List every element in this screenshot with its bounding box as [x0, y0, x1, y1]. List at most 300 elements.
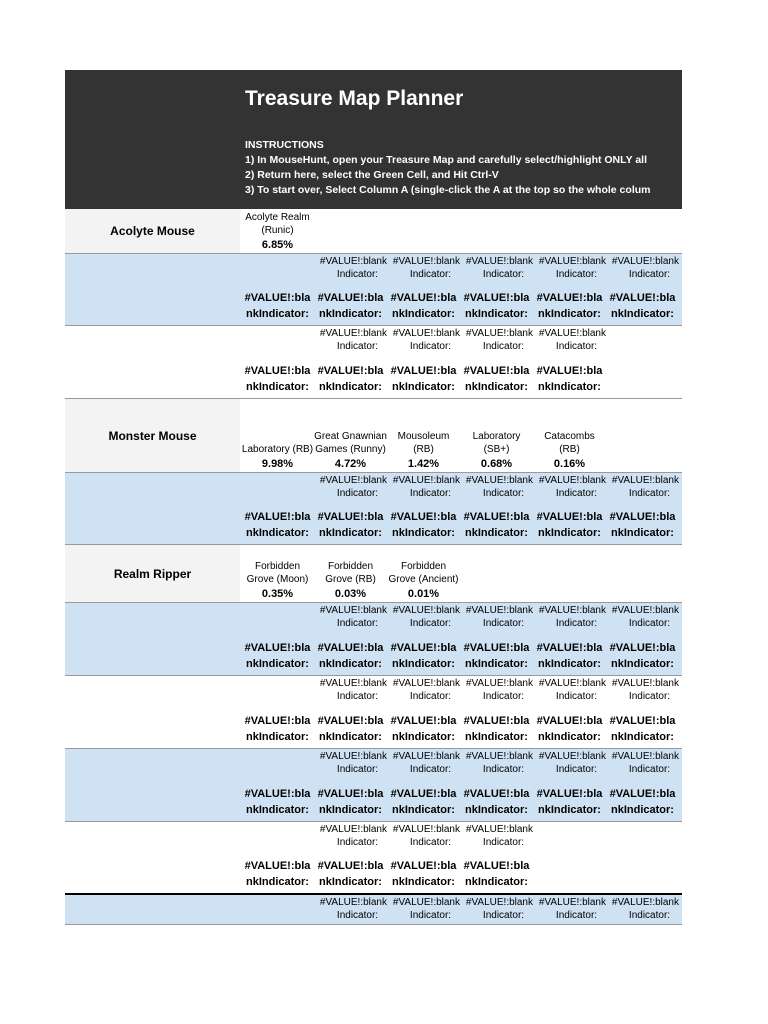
error-cell[interactable]	[314, 254, 387, 325]
error-text: Indicator:	[336, 488, 379, 499]
error-text: #VALUE!:blank	[465, 256, 533, 267]
error-text-top	[387, 823, 460, 849]
error-text: #VALUE!:bla	[244, 292, 311, 304]
error-text: #VALUE!:blank	[319, 824, 387, 835]
error-text: nkIndicator:	[611, 658, 674, 670]
error-text: Indicator:	[336, 341, 379, 352]
error-text-bottom	[606, 786, 679, 818]
error-cell[interactable]	[241, 749, 314, 821]
location-cell[interactable]	[241, 399, 314, 472]
error-text: Indicator:	[482, 488, 525, 499]
error-text: #VALUE!:blank	[392, 678, 460, 689]
error-text: #VALUE!:blank	[465, 475, 533, 486]
error-text-bottom	[241, 640, 314, 672]
error-text-bottom	[314, 363, 387, 395]
error-text-bottom	[460, 713, 533, 745]
error-text: #VALUE!:bla	[390, 715, 457, 727]
error-cell[interactable]	[533, 895, 606, 924]
mouse-row	[65, 209, 682, 254]
error-text: #VALUE!:bla	[244, 715, 311, 727]
error-text: Indicator:	[409, 764, 452, 775]
error-text: #VALUE!:blank	[538, 751, 606, 762]
error-text-top	[387, 677, 460, 703]
error-text-top	[533, 474, 606, 500]
error-cell[interactable]	[314, 326, 387, 398]
error-text: nkIndicator:	[465, 658, 528, 670]
error-cell[interactable]	[241, 822, 314, 893]
error-text-bottom	[241, 363, 314, 395]
error-cell[interactable]	[314, 473, 387, 544]
instructions	[245, 138, 650, 198]
sheet-rows	[65, 209, 682, 925]
error-text-top	[387, 896, 460, 922]
error-text-top	[460, 255, 533, 281]
instructions-heading: INSTRUCTIONS	[245, 139, 324, 151]
error-text: nkIndicator:	[611, 527, 674, 539]
error-text-top	[606, 255, 679, 281]
error-text-bottom	[533, 509, 606, 541]
error-text: nkIndicator:	[246, 804, 309, 816]
error-text: nkIndicator:	[392, 658, 455, 670]
spreadsheet	[65, 70, 682, 925]
error-text: Indicator:	[555, 618, 598, 629]
error-text-bottom	[387, 290, 460, 322]
error-text: nkIndicator:	[319, 804, 382, 816]
error-text: #VALUE!:bla	[536, 715, 603, 727]
error-cell[interactable]	[241, 676, 314, 748]
error-row	[65, 676, 682, 749]
error-text: nkIndicator:	[392, 308, 455, 320]
error-text: #VALUE!:blank	[465, 328, 533, 339]
error-text: #VALUE!:bla	[609, 511, 676, 523]
error-text-bottom	[387, 786, 460, 818]
error-text: #VALUE!:bla	[390, 292, 457, 304]
location-name: Acolyte Realm (Runic)	[245, 212, 310, 236]
location-list	[241, 209, 314, 253]
error-cell[interactable]	[241, 603, 314, 675]
error-text: #VALUE!:blank	[319, 751, 387, 762]
error-cell[interactable]	[241, 895, 314, 924]
error-text: nkIndicator:	[538, 381, 601, 393]
error-text-bottom	[460, 786, 533, 818]
error-text: #VALUE!:bla	[463, 365, 530, 377]
error-text-top	[606, 604, 679, 630]
error-cell[interactable]	[460, 895, 533, 924]
error-text: #VALUE!:bla	[244, 860, 311, 872]
mouse-name[interactable]: Acolyte Mouse	[65, 209, 240, 253]
error-text: nkIndicator:	[465, 527, 528, 539]
error-cell[interactable]	[606, 603, 679, 675]
error-cell[interactable]	[387, 473, 460, 544]
error-cells	[241, 895, 679, 924]
error-text: #VALUE!:bla	[463, 292, 530, 304]
error-cell[interactable]	[241, 326, 314, 398]
error-text-bottom	[387, 858, 460, 890]
error-text: #VALUE!:blank	[538, 605, 606, 616]
error-text-top	[387, 327, 460, 353]
error-text: nkIndicator:	[246, 381, 309, 393]
error-text: #VALUE!:blank	[392, 475, 460, 486]
error-text-bottom	[533, 640, 606, 672]
error-text-bottom	[314, 640, 387, 672]
error-text-bottom	[314, 858, 387, 890]
mouse-row	[65, 545, 682, 603]
error-cell[interactable]	[460, 822, 533, 893]
error-text: #VALUE!:blank	[392, 605, 460, 616]
error-text: #VALUE!:bla	[317, 788, 384, 800]
error-cell[interactable]	[314, 676, 387, 748]
error-text: #VALUE!:bla	[390, 511, 457, 523]
error-cell[interactable]	[533, 749, 606, 821]
error-cells	[241, 676, 679, 748]
error-text: #VALUE!:blank	[319, 256, 387, 267]
error-text: Indicator:	[336, 269, 379, 280]
error-text: Indicator:	[409, 269, 452, 280]
error-text: nkIndicator:	[392, 731, 455, 743]
error-text-bottom	[460, 858, 533, 890]
error-text: Indicator:	[409, 691, 452, 702]
error-cell[interactable]	[314, 749, 387, 821]
error-cell[interactable]	[533, 603, 606, 675]
error-text: #VALUE!:blank	[465, 824, 533, 835]
error-cell[interactable]	[314, 895, 387, 924]
error-cells	[241, 749, 679, 821]
error-cell[interactable]	[387, 749, 460, 821]
error-text-bottom	[314, 290, 387, 322]
error-text: #VALUE!:bla	[463, 715, 530, 727]
error-cell[interactable]	[533, 326, 606, 398]
error-text: Indicator:	[628, 910, 671, 921]
location-percent: 0.03%	[334, 588, 367, 600]
error-text: nkIndicator:	[319, 308, 382, 320]
error-text: Indicator:	[336, 764, 379, 775]
error-text-top	[314, 255, 387, 281]
error-text-bottom	[241, 509, 314, 541]
error-text: #VALUE!:blank	[538, 897, 606, 908]
error-text: Indicator:	[555, 764, 598, 775]
error-text: #VALUE!:bla	[609, 715, 676, 727]
error-cell[interactable]	[314, 603, 387, 675]
location-list	[241, 399, 606, 472]
error-text-bottom	[241, 713, 314, 745]
error-text: #VALUE!:blank	[465, 605, 533, 616]
error-text: nkIndicator:	[246, 527, 309, 539]
error-text-top	[606, 474, 679, 500]
error-text-top	[533, 677, 606, 703]
error-text: #VALUE!:bla	[609, 642, 676, 654]
error-text: #VALUE!:bla	[536, 642, 603, 654]
error-text-top	[533, 750, 606, 776]
error-text: Indicator:	[555, 488, 598, 499]
error-text: #VALUE!:blank	[538, 475, 606, 486]
error-cells	[241, 254, 679, 325]
location-cell[interactable]	[314, 399, 387, 472]
error-text: nkIndicator:	[246, 731, 309, 743]
error-text-top	[314, 750, 387, 776]
error-text: #VALUE!:bla	[390, 365, 457, 377]
error-text: #VALUE!:bla	[317, 511, 384, 523]
error-text: #VALUE!:bla	[244, 788, 311, 800]
error-cell[interactable]	[533, 676, 606, 748]
error-text-top	[606, 896, 679, 922]
error-text: Indicator:	[336, 618, 379, 629]
error-text: Indicator:	[555, 910, 598, 921]
error-row	[65, 603, 682, 676]
error-text: #VALUE!:blank	[319, 897, 387, 908]
error-text-bottom	[387, 640, 460, 672]
error-text-bottom	[533, 363, 606, 395]
location-cell[interactable]	[460, 399, 533, 472]
error-text: Indicator:	[409, 341, 452, 352]
mouse-name[interactable]: Monster Mouse	[65, 399, 240, 472]
error-text: #VALUE!:blank	[538, 678, 606, 689]
error-cell[interactable]	[460, 676, 533, 748]
error-cells	[241, 326, 606, 398]
error-text: nkIndicator:	[465, 804, 528, 816]
error-text: #VALUE!:bla	[609, 788, 676, 800]
error-row	[65, 254, 682, 326]
error-text: #VALUE!:bla	[463, 642, 530, 654]
error-cell[interactable]	[460, 254, 533, 325]
error-text: nkIndicator:	[538, 658, 601, 670]
error-text: nkIndicator:	[538, 731, 601, 743]
error-text: #VALUE!:blank	[392, 824, 460, 835]
error-cell[interactable]	[387, 676, 460, 748]
error-text: #VALUE!:bla	[244, 365, 311, 377]
error-text: #VALUE!:blank	[538, 256, 606, 267]
error-text-bottom	[314, 713, 387, 745]
error-text-bottom	[533, 290, 606, 322]
error-text: Indicator:	[482, 341, 525, 352]
instruction-line: 2) Return here, select the Green Cell, and Hit Ctrl-V	[245, 169, 499, 181]
error-cell[interactable]	[460, 473, 533, 544]
error-cell[interactable]	[387, 895, 460, 924]
header-banner	[65, 70, 682, 209]
error-text: nkIndicator:	[392, 527, 455, 539]
error-text-bottom	[533, 786, 606, 818]
mouse-row	[65, 399, 682, 473]
error-cells	[241, 822, 533, 893]
instruction-line: 1) In MouseHunt, open your Treasure Map and carefully select/highlight ONLY all	[245, 154, 647, 166]
error-text: #VALUE!:blank	[611, 751, 679, 762]
error-text: Indicator:	[482, 691, 525, 702]
error-cell[interactable]	[533, 254, 606, 325]
error-text: #VALUE!:bla	[244, 642, 311, 654]
error-text-top	[460, 327, 533, 353]
location-percent: 4.72%	[334, 458, 367, 470]
error-text-top	[460, 750, 533, 776]
error-text-bottom	[606, 640, 679, 672]
location-percent: 9.98%	[261, 458, 294, 470]
error-cells	[241, 603, 679, 675]
error-text: Indicator:	[409, 488, 452, 499]
error-text-top	[387, 750, 460, 776]
error-cell[interactable]	[460, 326, 533, 398]
error-text: Indicator:	[409, 618, 452, 629]
error-text-bottom	[387, 363, 460, 395]
error-text-top	[533, 604, 606, 630]
error-text: Indicator:	[482, 618, 525, 629]
error-text: nkIndicator:	[246, 876, 309, 888]
error-cell[interactable]	[606, 676, 679, 748]
error-text: #VALUE!:blank	[465, 751, 533, 762]
error-text: #VALUE!:blank	[611, 678, 679, 689]
error-text: Indicator:	[336, 691, 379, 702]
error-text-top	[533, 327, 606, 353]
error-text: Indicator:	[628, 764, 671, 775]
error-text: Indicator:	[628, 269, 671, 280]
error-cell[interactable]	[241, 473, 314, 544]
error-text: nkIndicator:	[319, 527, 382, 539]
error-text: Indicator:	[628, 618, 671, 629]
error-text-top	[460, 896, 533, 922]
error-text: #VALUE!:bla	[317, 642, 384, 654]
error-text-bottom	[606, 290, 679, 322]
error-text: nkIndicator:	[392, 381, 455, 393]
error-text-bottom	[314, 786, 387, 818]
error-text: #VALUE!:bla	[609, 292, 676, 304]
error-text: nkIndicator:	[611, 804, 674, 816]
location-cell[interactable]	[387, 399, 460, 472]
location-name: Catacombs (RB)	[544, 431, 595, 455]
location-name: Mousoleum (RB)	[397, 431, 450, 455]
error-text: #VALUE!:bla	[463, 788, 530, 800]
error-cell[interactable]	[241, 254, 314, 325]
error-row	[65, 473, 682, 545]
error-text: #VALUE!:blank	[392, 328, 460, 339]
location-cell[interactable]	[241, 545, 314, 602]
error-text: #VALUE!:blank	[319, 475, 387, 486]
error-text: Indicator:	[409, 837, 452, 848]
error-text-top	[314, 327, 387, 353]
error-text: #VALUE!:blank	[319, 328, 387, 339]
error-text-top	[387, 255, 460, 281]
error-text: #VALUE!:blank	[611, 256, 679, 267]
error-text: #VALUE!:bla	[317, 860, 384, 872]
error-text: #VALUE!:blank	[538, 328, 606, 339]
error-text: Indicator:	[482, 837, 525, 848]
error-text-bottom	[387, 713, 460, 745]
error-text-top	[314, 823, 387, 849]
error-text: nkIndicator:	[246, 658, 309, 670]
error-text-top	[460, 604, 533, 630]
error-text-bottom	[606, 713, 679, 745]
location-cell[interactable]	[533, 399, 606, 472]
error-text: #VALUE!:blank	[392, 897, 460, 908]
error-text: nkIndicator:	[319, 381, 382, 393]
location-percent: 0.68%	[480, 458, 513, 470]
error-text-bottom	[241, 290, 314, 322]
error-text: #VALUE!:bla	[317, 365, 384, 377]
error-cell[interactable]	[606, 895, 679, 924]
error-text: #VALUE!:blank	[319, 678, 387, 689]
error-text: #VALUE!:blank	[392, 751, 460, 762]
error-text-top	[460, 823, 533, 849]
error-cells	[241, 473, 679, 544]
location-percent: 0.16%	[553, 458, 586, 470]
error-cell[interactable]	[606, 254, 679, 325]
error-text-top	[314, 896, 387, 922]
error-text: #VALUE!:blank	[611, 897, 679, 908]
location-name: Laboratory (SB+)	[472, 431, 521, 455]
error-text-top	[460, 474, 533, 500]
error-text: Indicator:	[555, 691, 598, 702]
error-cell[interactable]	[387, 254, 460, 325]
location-cell[interactable]	[241, 209, 314, 253]
error-cell[interactable]	[387, 326, 460, 398]
error-cell[interactable]	[606, 473, 679, 544]
error-text: #VALUE!:blank	[465, 897, 533, 908]
error-text: nkIndicator:	[538, 804, 601, 816]
error-text: Indicator:	[482, 910, 525, 921]
error-cell[interactable]	[606, 749, 679, 821]
error-text: Indicator:	[336, 910, 379, 921]
error-text: nkIndicator:	[611, 308, 674, 320]
mouse-name[interactable]: Realm Ripper	[65, 545, 240, 602]
error-text: #VALUE!:bla	[390, 860, 457, 872]
error-text-top	[387, 474, 460, 500]
error-text: nkIndicator:	[392, 804, 455, 816]
error-text: Indicator:	[555, 269, 598, 280]
error-text: nkIndicator:	[465, 308, 528, 320]
error-cell[interactable]	[460, 603, 533, 675]
error-text-bottom	[241, 858, 314, 890]
error-text: Indicator:	[628, 488, 671, 499]
error-text: nkIndicator:	[465, 731, 528, 743]
error-text: #VALUE!:bla	[244, 511, 311, 523]
error-cell[interactable]	[387, 822, 460, 893]
error-text-bottom	[606, 509, 679, 541]
error-text: Indicator:	[336, 837, 379, 848]
error-text: Indicator:	[482, 764, 525, 775]
error-row	[65, 895, 682, 925]
error-text-top	[314, 474, 387, 500]
location-cell[interactable]	[387, 545, 460, 602]
error-text: nkIndicator:	[611, 731, 674, 743]
error-text-top	[533, 255, 606, 281]
error-cell[interactable]	[387, 603, 460, 675]
error-text: Indicator:	[409, 910, 452, 921]
error-row	[65, 822, 682, 895]
error-text-bottom	[241, 786, 314, 818]
error-text: Indicator:	[555, 341, 598, 352]
error-row	[65, 749, 682, 822]
error-text-bottom	[460, 640, 533, 672]
error-text: #VALUE!:bla	[536, 365, 603, 377]
page-title: Treasure Map Planner	[245, 87, 464, 110]
error-text-top	[606, 750, 679, 776]
error-text: Indicator:	[628, 691, 671, 702]
location-name: Forbidden Grove (Moon)	[246, 561, 309, 585]
error-text-top	[533, 896, 606, 922]
location-cell[interactable]	[314, 545, 387, 602]
error-cell[interactable]	[533, 473, 606, 544]
error-text: Indicator:	[482, 269, 525, 280]
error-text-top	[606, 677, 679, 703]
error-text: nkIndicator:	[538, 527, 601, 539]
location-list	[241, 545, 460, 602]
error-text: #VALUE!:bla	[536, 511, 603, 523]
error-text: #VALUE!:bla	[536, 292, 603, 304]
error-cell[interactable]	[314, 822, 387, 893]
location-name: Laboratory (RB)	[241, 444, 314, 455]
error-cell[interactable]	[460, 749, 533, 821]
location-percent: 0.35%	[261, 588, 294, 600]
error-text-top	[387, 604, 460, 630]
error-text: #VALUE!:bla	[536, 788, 603, 800]
error-text: #VALUE!:blank	[611, 475, 679, 486]
error-text: #VALUE!:blank	[465, 678, 533, 689]
